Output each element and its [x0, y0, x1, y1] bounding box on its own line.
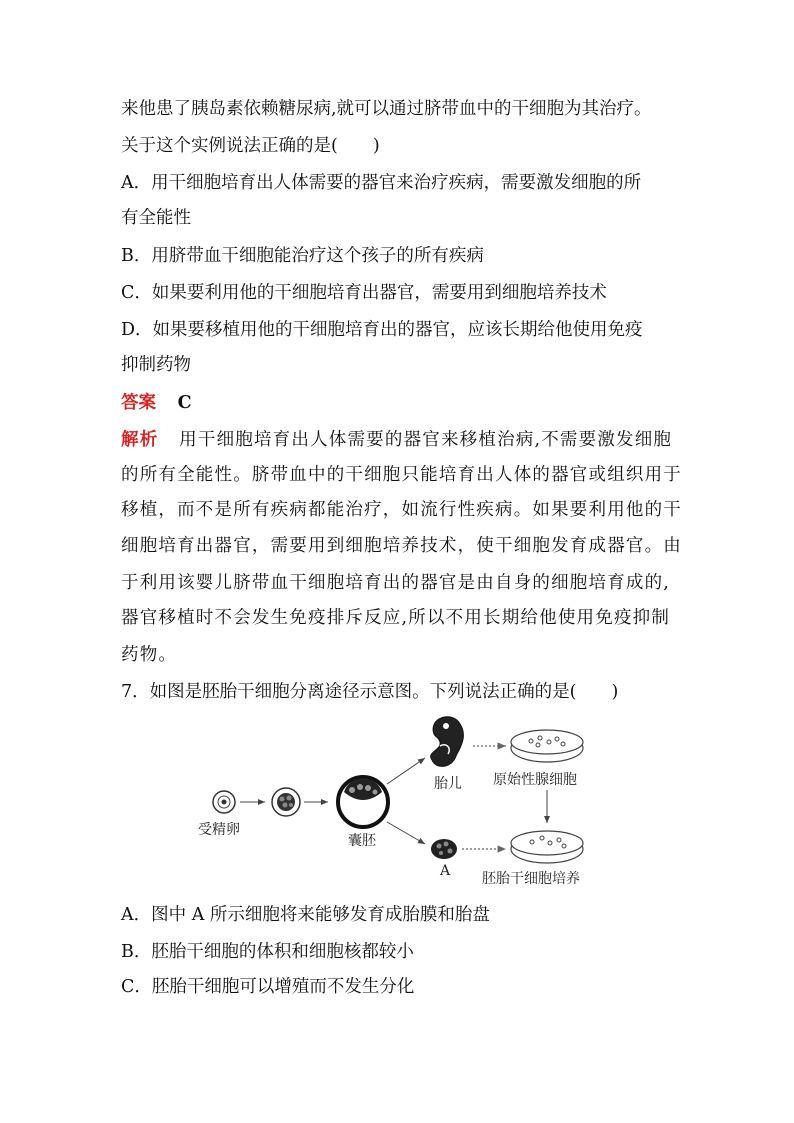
arrow	[387, 758, 425, 784]
answer-value: C	[177, 393, 192, 413]
label-esc-culture: 胚胎干细胞培养	[482, 871, 580, 887]
blastocyst-icon	[338, 777, 388, 827]
option-d-line-1: D．如果要移植用他的干细胞培育出的器官，应该长期给他使用免疫	[121, 320, 643, 340]
label-fertilized-egg: 受精卵	[198, 822, 240, 838]
option-b: B．用脐带血干细胞能治疗这个孩子的所有疾病	[121, 246, 484, 266]
q7-option-b: B．胚胎干细胞的体积和细胞核都较小	[121, 942, 414, 962]
answer-label: 答案	[121, 393, 156, 413]
option-a-line-2: 有全能性	[121, 208, 191, 228]
analysis-line: 于利用该婴儿脐带血干细胞培育出的器官是由自身的细胞培育成的,	[121, 573, 671, 593]
label-blastocyst: 囊胚	[348, 833, 376, 849]
label-fetus: 胎儿	[434, 776, 462, 792]
arrow	[387, 822, 425, 844]
fertilized-egg-icon	[213, 791, 235, 813]
answer-row	[121, 391, 192, 415]
analysis-label: 解析	[121, 430, 159, 450]
label-primordial-gonad-cells: 原始性腺细胞	[493, 772, 577, 788]
question7-stem: 7．如图是胚胎干细胞分离途径示意图。下列说法正确的是( )	[121, 682, 619, 702]
analysis-line: 移植，而不是所有疾病都能治疗，如流行性疾病。如果要利用他的干	[121, 500, 682, 520]
option-c: C．如果要利用他的干细胞培育出器官，需要用到细胞培养技术	[121, 283, 607, 303]
analysis-line: 的所有全能性。脐带血中的干细胞只能培育出人体的器官或组织用于	[121, 465, 682, 485]
option-a-line-1: A．用干细胞培育出人体需要的器官来治疗疾病，需要激发细胞的所	[121, 173, 642, 193]
q7-option-c: C．胚胎干细胞可以增殖而不发生分化	[121, 977, 415, 997]
analysis-first-line	[121, 428, 672, 452]
analysis-line: 器官移植时不会发生免疫排斥反应,所以不用长期给他使用免疫抑制	[121, 608, 671, 628]
label-cell-a: A	[440, 863, 451, 879]
embryonic-stem-cell-diagram	[190, 712, 620, 892]
morula-icon	[272, 788, 300, 816]
analysis-line: 细胞培育出器官，需要用到细胞培养技术，使干细胞发育成器官。由	[121, 536, 682, 556]
cell-a-icon	[431, 839, 457, 859]
petri-dish-icon	[511, 831, 583, 863]
analysis-line: 药物。	[121, 645, 178, 665]
q7-option-a: A．图中 A 所示细胞将来能够发育成胎膜和胎盘	[121, 905, 490, 925]
fetus-icon	[431, 717, 464, 767]
question-text-line-1: 来他患了胰岛素依赖糖尿病,就可以通过脐带血中的干细胞为其治疗。	[121, 99, 652, 119]
petri-dish-icon	[511, 730, 583, 762]
analysis-text: 用干细胞培育出人体需要的器官来移植治病,不需要激发细胞	[179, 430, 673, 450]
question-text-line-2: 关于这个实例说法正确的是( )	[121, 136, 380, 156]
option-d-line-2: 抑制药物	[121, 355, 191, 375]
